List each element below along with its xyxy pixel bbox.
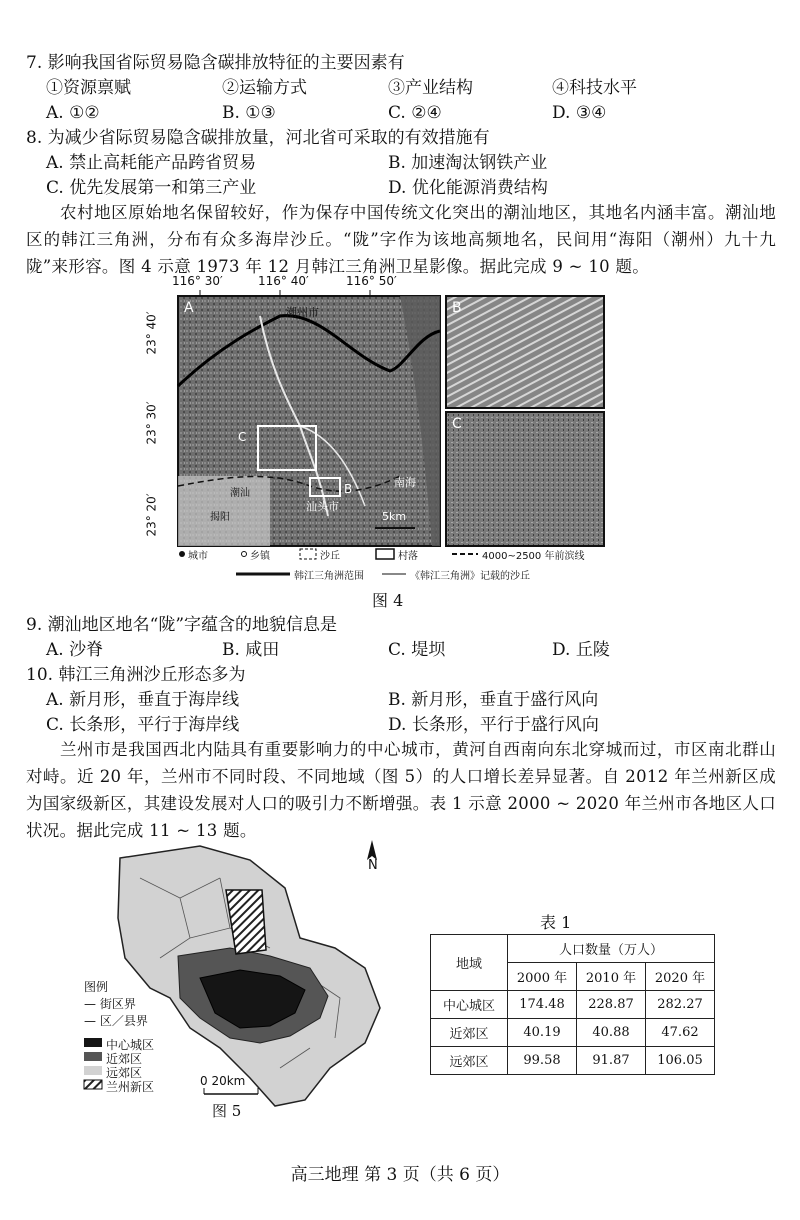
q9-option-a: A. 沙脊	[46, 640, 104, 660]
q7-item-1: ①资源禀赋	[46, 78, 131, 98]
fig4-legend-dune: 沙丘	[320, 551, 340, 562]
table-row	[431, 1019, 715, 1047]
q9-stem: 9. 潮汕地区地名“陇”字蕴含的地貌信息是	[26, 615, 338, 635]
table1-row-name: 远郊区	[431, 1047, 508, 1075]
fig5-legend-street: — 街区界	[84, 997, 136, 1011]
table1-year-2000: 2000 年	[508, 963, 577, 991]
fig5-legend-new-area: 兰州新区	[106, 1080, 155, 1094]
q9-option-c: C. 堤坝	[388, 640, 446, 660]
table1-header-region: 地域	[431, 935, 508, 991]
q9-option-b: B. 咸田	[222, 640, 280, 660]
q10-option-a: A. 新月形，垂直于海岸线	[46, 690, 240, 710]
fig4-mark-b: B	[344, 482, 353, 496]
fig4-legend-recorded-dune: 《韩江三角洲》记载的沙丘	[410, 571, 530, 582]
figure-4	[144, 274, 620, 586]
fig4-panel-b	[446, 296, 604, 408]
table1-year-2020: 2020 年	[646, 963, 715, 991]
table1-cell: 91.87	[577, 1047, 646, 1075]
table1-header-population: 人口数量（万人）	[508, 935, 715, 963]
fig4-tick-lon-2: 116° 40′	[258, 274, 309, 288]
q7-option-d: D. ③④	[552, 103, 607, 123]
fig4-tick-lon-3: 116° 50′	[346, 274, 397, 288]
q10-option-c: C. 长条形，平行于海岸线	[46, 715, 240, 735]
table1-cell: 99.58	[508, 1047, 577, 1075]
fig4-label-b: B	[452, 300, 462, 316]
table1-cell: 282.27	[646, 991, 715, 1019]
fig4-legend-village: 村落	[398, 551, 418, 562]
intro-paragraph-2: 兰州市是我国西北内陆具有重要影响力的中心城市，黄河自西南向东北穿城而过，市区南北群山对峙。近 20 年，兰州市不同时段、不同地域（图 5）的人口增长差异显著。自 2012 年兰州新区成为国家级新区，其建设发展对人口的吸引力不断增强。表 1 示意 2000 ~ 2020 年兰州市各地区人口状况。据此完成 11 ~ 13 题。	[26, 740, 776, 840]
fig4-label-chaoshan: 潮汕	[230, 488, 250, 499]
fig5-legend-near: 近郊区	[106, 1052, 143, 1066]
table1-cell: 106.05	[646, 1047, 715, 1075]
fig4-caption: 图 4	[372, 591, 404, 610]
fig5-caption: 图 5	[212, 1102, 242, 1120]
page-footer: 高三地理 第 3 页（共 6 页）	[290, 1165, 510, 1185]
fig4-legend-shoreline: 4000~2500 年前滨线	[482, 551, 585, 562]
q7-item-3: ③产业结构	[388, 78, 473, 98]
q7-option-c: C. ②④	[388, 103, 442, 123]
fig5-scale-label: 0 20km	[200, 1074, 246, 1088]
table1-row-name: 中心城区	[431, 991, 508, 1019]
fig4-legend-city: 城市	[188, 551, 208, 562]
fig4-scale-label: 5km	[382, 510, 407, 523]
fig4-label-a: A	[184, 300, 194, 316]
q8-stem: 8. 为减少省际贸易隐含碳排放量，河北省可采取的有效措施有	[26, 128, 490, 148]
q7-item-4: ④科技水平	[552, 78, 637, 98]
table1-cell: 40.19	[508, 1019, 577, 1047]
q8-option-b: B. 加速淘汰钢铁产业	[388, 153, 548, 173]
fig4-label-chaozhou: 潮州市	[286, 306, 319, 319]
fig5-north-label: N	[368, 858, 378, 873]
q8-option-a: A. 禁止高耗能产品跨省贸易	[46, 153, 257, 173]
table1-year-2010: 2010 年	[577, 963, 646, 991]
fig4-tick-lat-3: 23° 20′	[144, 493, 159, 537]
table1-cell: 40.88	[577, 1019, 646, 1047]
fig4-tick-lon-1: 116° 30′	[172, 274, 223, 288]
table1-title: 表 1	[540, 913, 572, 932]
q7-item-2: ②运输方式	[222, 78, 307, 98]
q10-option-b: B. 新月形，垂直于盛行风向	[388, 690, 599, 710]
fig4-tick-lat-2: 23° 30′	[144, 401, 159, 445]
table1-row-name: 近郊区	[431, 1019, 508, 1047]
q9-option-d: D. 丘陵	[552, 640, 610, 660]
table1-cell: 47.62	[646, 1019, 715, 1047]
table1-cell: 174.48	[508, 991, 577, 1019]
q8-option-c: C. 优先发展第一和第三产业	[46, 178, 257, 198]
table-1	[430, 934, 715, 1075]
q7-option-a: A. ①②	[46, 103, 100, 123]
fig4-legend-delta: 韩江三角洲范围	[294, 571, 364, 582]
q7-option-b: B. ①③	[222, 103, 276, 123]
table1-cell: 228.87	[577, 991, 646, 1019]
table-row	[431, 991, 715, 1019]
fig5-legend-central: 中心城区	[106, 1038, 155, 1052]
q10-stem: 10. 韩江三角洲沙丘形态多为	[26, 665, 246, 685]
fig4-label-jieyang: 揭阳	[210, 512, 230, 523]
fig5-legend-far: 远郊区	[106, 1066, 143, 1080]
fig4-legend-town: 乡镇	[250, 551, 270, 562]
fig4-panel-c	[446, 412, 604, 546]
table-row	[431, 1047, 715, 1075]
q8-option-d: D. 优化能源消费结构	[388, 178, 548, 198]
intro-paragraph-1: 农村地区原始地名保留较好，作为保存中国传统文化突出的潮汕地区，其地名内涵丰富。潮汕地区的韩江三角洲，分布有众多海岸沙丘。“陇”字作为该地高频地名，民间用“海阳（潮州）九十九陇”来形容。图 4 示意 1973 年 12 月韩江三角洲卫星影像。据此完成 9 ~ 10 题。	[26, 203, 776, 276]
fig4-label-shantou: 汕头市	[306, 500, 339, 513]
fig4-mark-c: C	[238, 430, 247, 444]
q10-option-d: D. 长条形，平行于盛行风向	[388, 715, 599, 735]
q7-stem: 7. 影响我国省际贸易隐含碳排放特征的主要因素有	[26, 53, 405, 73]
fig4-tick-lat-1: 23° 40′	[144, 311, 159, 355]
fig5-legend-title: 图例	[84, 980, 109, 994]
fig5-legend-county: — 区／县界	[84, 1014, 148, 1028]
fig4-label-nanhai: 南海	[394, 476, 416, 489]
figure-5	[80, 838, 400, 1118]
fig4-label-c: C	[452, 416, 462, 432]
